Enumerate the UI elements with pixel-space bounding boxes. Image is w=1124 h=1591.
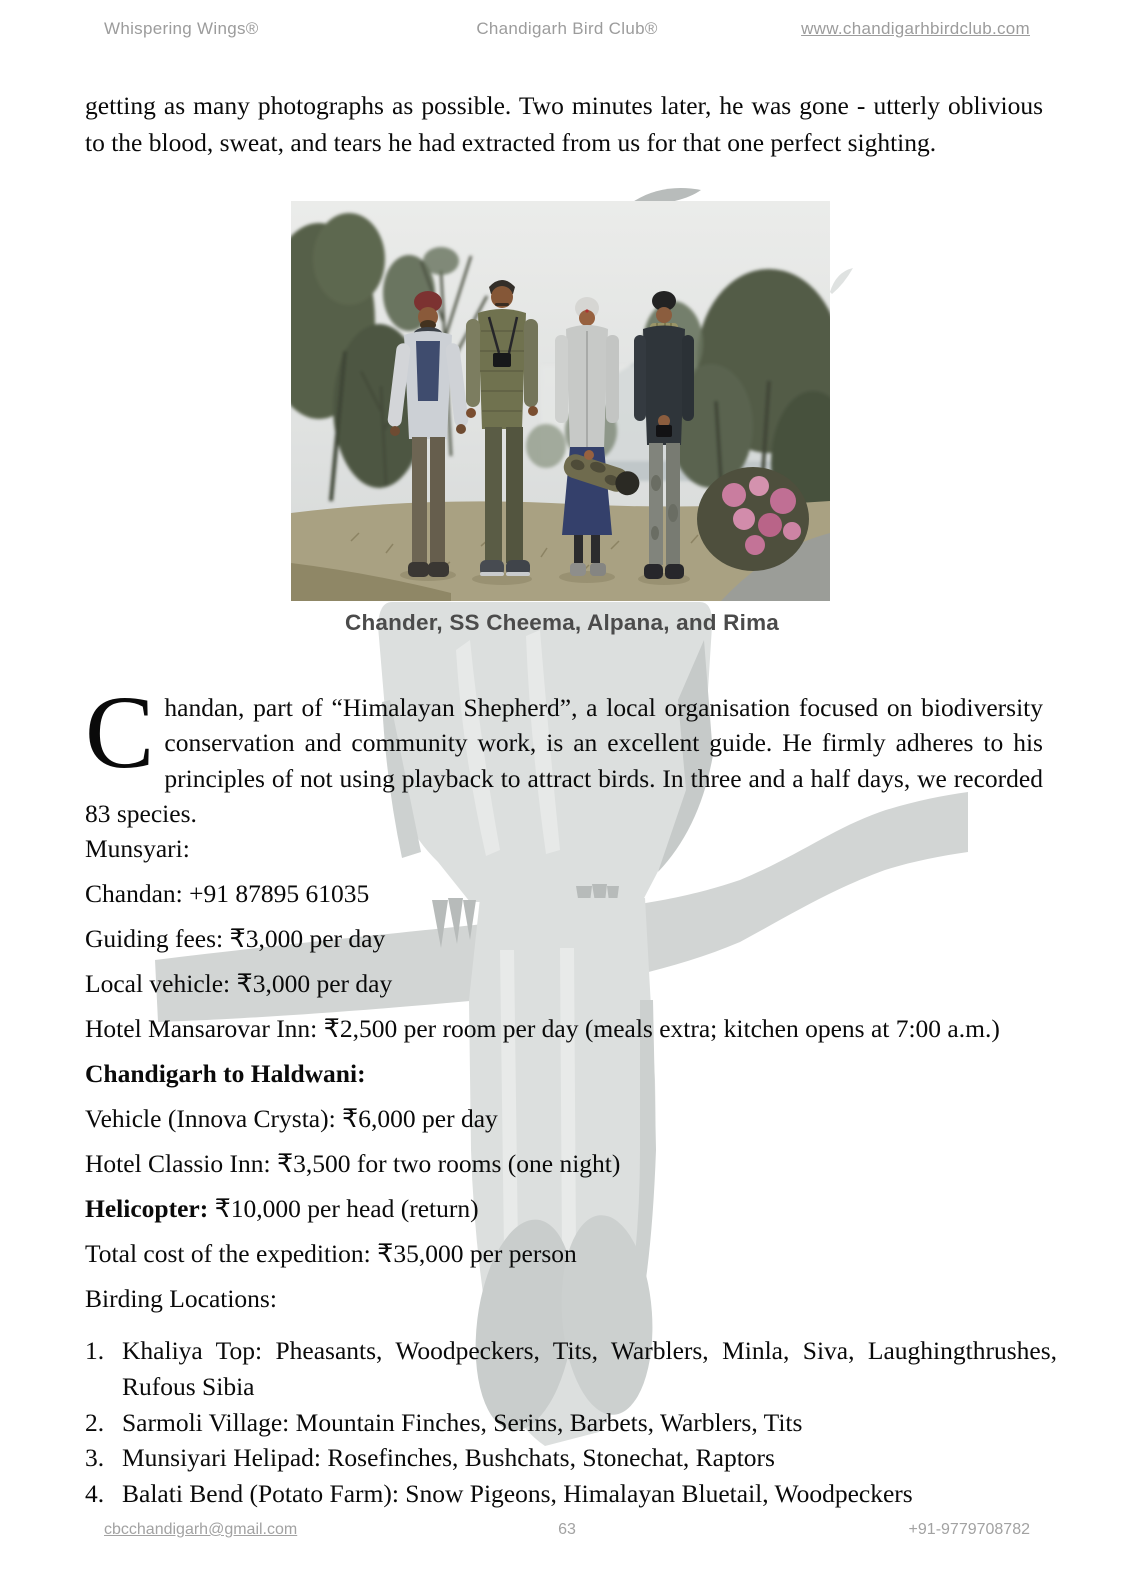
- info-line-vehicle-innova: Vehicle (Innova Crysta): ₹6,000 per day: [85, 1104, 498, 1133]
- intro-paragraph: getting as many photographs as possible. Two minutes later, he was gone - utterly oblivious to the blood, sweat, and tears he had extracted from us for that one perfect sighting.: [85, 90, 1043, 157]
- watermark-feather-tip: [830, 268, 853, 294]
- header-brand: Whispering Wings®: [104, 19, 259, 38]
- info-line-munsyari: Munsyari:: [85, 834, 190, 863]
- list-item: 2. Sarmoli Village: Mountain Finches, Serins, Barbets, Warblers, Tits: [85, 1407, 803, 1437]
- header-club-name: Chandigarh Bird Club®: [476, 19, 658, 38]
- info-line-hotel-classio: Hotel Classio Inn: ₹3,500 for two rooms (one night): [85, 1149, 621, 1178]
- info-line-helicopter: Helicopter: ₹10,000 per head (return): [85, 1194, 479, 1223]
- group-photo-scene: [291, 201, 830, 601]
- info-line-hotel-mansarovar: Hotel Mansarovar Inn: ₹2,500 per room per day (meals extra; kitchen opens at 7:00 a.m.): [85, 1014, 1000, 1043]
- photo-caption: Chander, SS Cheema, Alpana, and Rima: [345, 610, 779, 635]
- chandan-paragraph: [85, 674, 1043, 832]
- list-item: 3. Munsiyari Helipad: Rosefinches, Bushchats, Stonechat, Raptors: [85, 1443, 775, 1473]
- header-website-link[interactable]: www.chandigarhbirdclub.com: [801, 19, 1030, 38]
- list-item: 4. Balati Bend (Potato Farm): Snow Pigeons, Himalayan Bluetail, Woodpeckers: [85, 1479, 913, 1509]
- info-line-birding-locations-heading: Birding Locations:: [85, 1284, 277, 1313]
- footer-email-link[interactable]: cbcchandigarh@gmail.com: [104, 1521, 298, 1538]
- group-photo: [291, 201, 830, 601]
- info-line-total-cost: Total cost of the expedition: ₹35,000 per person: [85, 1239, 577, 1268]
- list-item: 1. Khaliya Top: Pheasants, Woodpeckers, Tits, Warblers, Minla, Siva, Laughingthrushes, Rufous Sibia: [85, 1336, 1057, 1401]
- expedition-info: [85, 826, 1115, 1321]
- photo-rhododendron-bush: [697, 467, 809, 571]
- info-line-local-vehicle: Local vehicle: ₹3,000 per day: [85, 969, 393, 998]
- footer-page-number: 63: [558, 1521, 576, 1538]
- footer-phone: +91-9779708782: [908, 1521, 1030, 1538]
- info-line-chandigarh-haldwani: Chandigarh to Haldwani:: [85, 1059, 366, 1088]
- drop-cap: C: [85, 674, 155, 790]
- birding-locations-list: [85, 1333, 1057, 1512]
- info-line-chandan-phone: Chandan: +91 87895 61035: [85, 879, 370, 908]
- chandan-paragraph-text: handan, part of “Himalayan Shepherd”, a local organisation focused on biodiversity conservation and community work, is an excellent guide. He firmly adheres to his principles of not using playback to attract birds. In three and a half days, we recorded 83 species.: [85, 692, 1043, 828]
- info-line-guiding-fees: Guiding fees: ₹3,000 per day: [85, 924, 386, 953]
